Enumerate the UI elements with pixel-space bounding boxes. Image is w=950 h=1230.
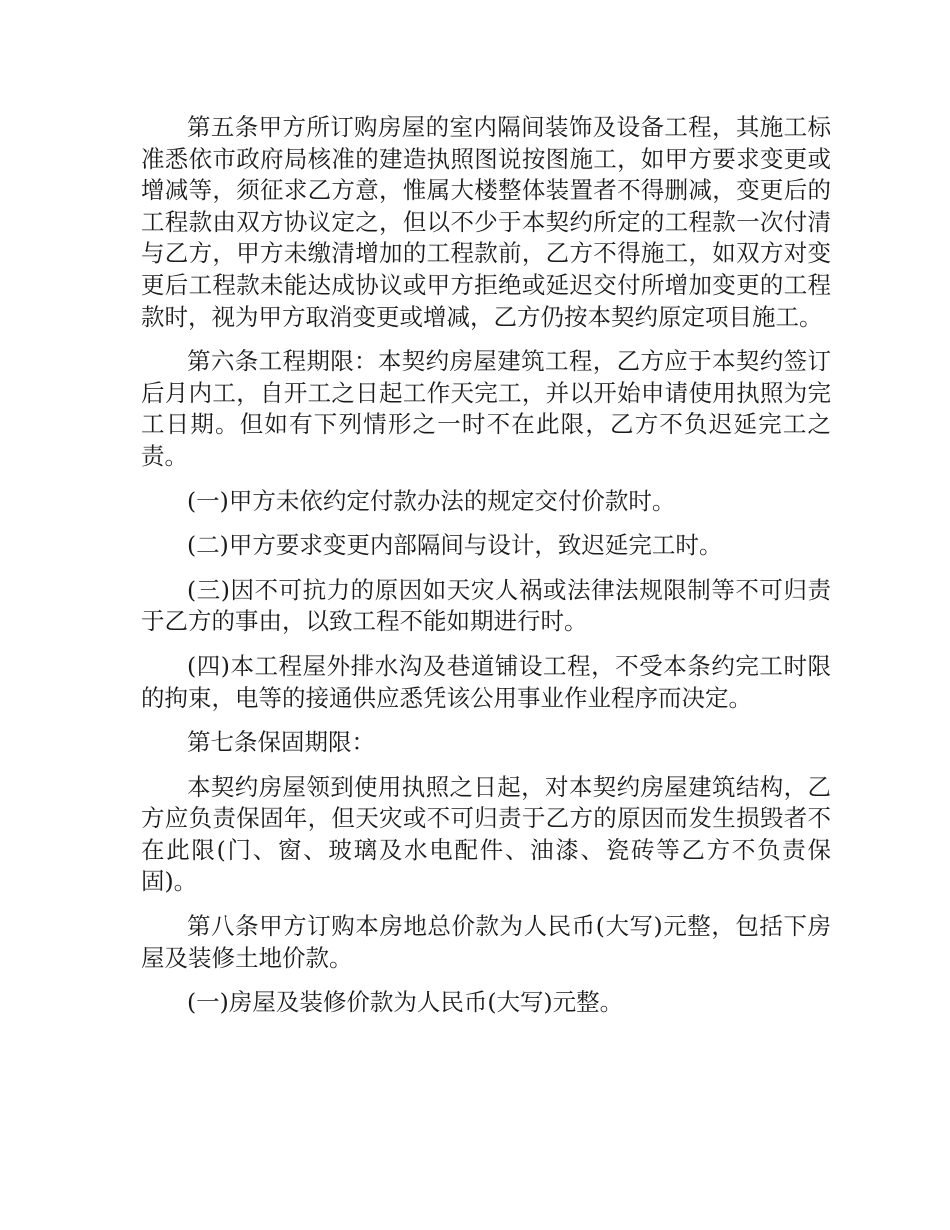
paragraph-item-2: (二)甲方要求变更内部隔间与设计，致迟延完工时。 (187, 531, 723, 560)
paragraph-article-8: 第八条甲方订购本房地总价款为人民币(大写)元整，包括下房屋及装修土地价款。 (141, 912, 831, 972)
paragraph-article-6: 第六条工程期限：本契约房屋建筑工程，乙方应于本契约签订后月内工，自开工之日起工作天完工，并以开始申请使用执照为完工日期。但如有下列情形之一时不在此限，乙方不负迟延完工之责。 (141, 347, 831, 470)
document-body (141, 112, 831, 1032)
paragraph-item-3: (三)因不可抗力的原因如天灾人祸或法律法规限制等不可归责于乙方的事由，以致工程不能如期进行时。 (141, 575, 831, 636)
paragraph-article-7-heading: 第七条保固期限： (187, 728, 375, 757)
paragraph-item-4: (四)本工程屋外排水沟及巷道铺设工程，不受本条约完工时限的拘束，电等的接通供应悉凭该公用事业作业程序而决定。 (141, 651, 831, 712)
paragraph-warranty-terms: 本契约房屋领到使用执照之日起，对本契约房屋建筑结构，乙方应负责保固年，但天灾或不可归责于乙方的原因而发生损毁者不在此限(门、窗、玻璃及水电配件、油漆、瓷砖等乙方不负责保固)。 (141, 772, 831, 896)
paragraph-item-1: (一)甲方未依约定付款办法的规定交付价款时。 (187, 486, 676, 515)
paragraph-article-5: 第五条甲方所订购房屋的室内隔间装饰及设备工程，其施工标准悉依市政府局核准的建造执照图说按图施工，如甲方要求变更或增减等，须征求乙方意，惟属大楼整体装置者不得删减，变更后的工程款由双方协议定之，但以不少于本契约所定的工程款一次付清与乙方，甲方未缴清增加的工程款前，乙方不得施工，如双方对变更后工程款未能达成协议或甲方拒绝或延迟交付所增加变更的工程款时，视为甲方取消变更或增减，乙方仍按本契约原定项目施工。 (141, 113, 831, 331)
paragraph-price-item-1: (一)房屋及装修价款为人民币(大写)元整。 (187, 988, 624, 1017)
